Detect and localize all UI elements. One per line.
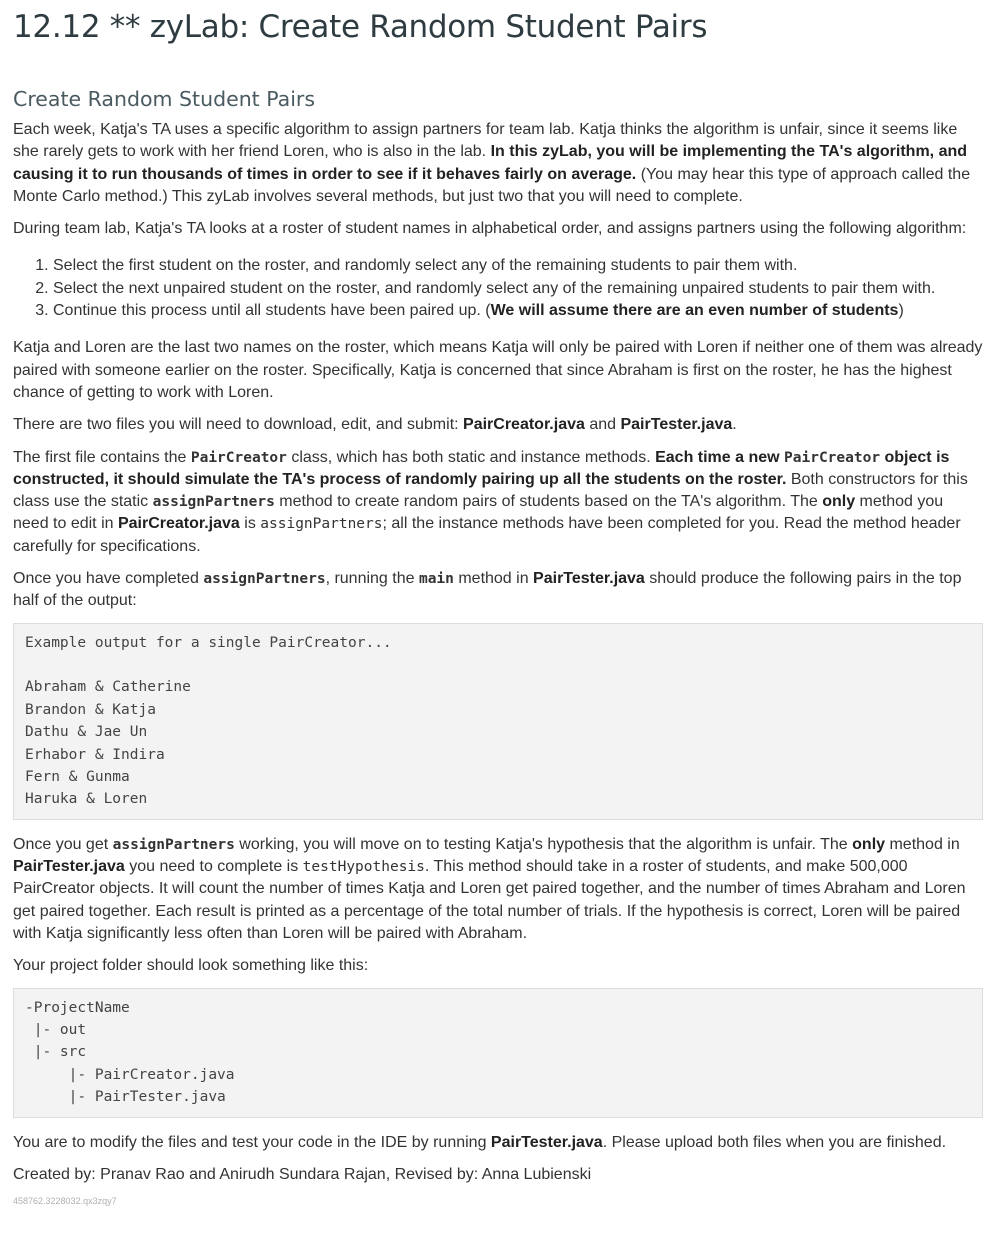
code-inline: main [418, 571, 454, 588]
paircreator-paragraph: The first file contains the PairCreator class, which has both static and instance methods. Each time a new PairCreator object is constructed, it should simulate the TA's process of randomly pairing up all the students on the roster. Both constructors for this class use the static assignPartners method to create random pairs of students based on the TA's algorithm. The only method you need to edit in PairCreator.java is assignPartners; all the instance methods have been completed for you. Read the method header carefully for specifications. [13, 448, 968, 555]
code-inline: testHypothesis [302, 859, 425, 876]
list-item: 2. Select the next unpaired student on the roster, and randomly select any of the remaining unpaired students to pair them with. [53, 278, 983, 300]
code-inline: PairCreator [190, 449, 287, 466]
code-line: Fern & Gunma [25, 768, 130, 785]
file-name: PairTester.java [533, 570, 645, 588]
intro-text-b: (You may hear this type of approach called the Monte Carlo method.) This zyLab involves several methods, but just two that you will need to complete. [13, 165, 971, 205]
project-folder-paragraph: Your project folder should look something like this: [13, 957, 369, 975]
credits: Created by: Pranav Rao and Anirudh Sundara Rajan, Revised by: Anna Lubienski [13, 1165, 592, 1183]
bold-text: only [822, 493, 856, 511]
roster-paragraph: Katja and Loren are the last two names on the roster, which means Katja will only be paired with Loren if neither one of them was already paired with someone earlier on the roster. Specifically, Katja is concerned that since Abraham is first on the roster, he has the highest chance of getting to work with Loren. [13, 339, 983, 401]
code-line: -ProjectName [25, 999, 130, 1016]
code-line: Haruka & Loren [25, 791, 148, 808]
code-inline: assignPartners [203, 571, 326, 588]
code-inline: assignPartners [152, 494, 275, 511]
code-inline: assignPartners [260, 516, 383, 533]
code-line: |- src [25, 1044, 87, 1061]
file-name: PairTester.java [13, 858, 125, 876]
code-line: Dathu & Jae Un [25, 724, 148, 741]
even-students-note: We will assume there are an even number of students [490, 302, 899, 320]
code-inline: assignPartners [112, 836, 235, 853]
file-name: PairTester.java [620, 416, 733, 434]
hypothesis-paragraph: Once you get assignPartners working, you will move on to testing Katja's hypothesis that the algorithm is unfair. The only method in PairTester.java you need to complete is testHypothesis. This method should take in a roster of students, and make 500,000 PairCreator objects. It will count the number of times Katja and Loren get paired together, and the number of times Abraham and Loren get paired together. Each result is printed as a percentage of the total number of trials. If the hypothesis is correct, Loren will be paired with Katja significantly less often than Loren will be paired with Abraham. [13, 835, 966, 942]
bold-text: Each time a new PairCreator object is constructed, it should simulate the TA's process of randomly pairing up all the students on the roster. [13, 448, 950, 488]
code-line: |- PairTester.java [25, 1089, 226, 1106]
algorithm-steps-list [13, 255, 983, 322]
code-line [25, 654, 971, 676]
list-item: 3. Continue this process until all students have been paired up. (We will assume there are an even number of students) [53, 300, 983, 322]
file-name: PairCreator.java [463, 416, 585, 434]
list-item: 1. Select the first student on the roster, and randomly select any of the remaining students to pair them with. [53, 255, 983, 277]
main-method-paragraph: Once you have completed assignPartners, running the main method in PairTester.java should produce the following pairs in the top half of the output: [13, 570, 962, 610]
example-output-block [13, 623, 983, 820]
section-heading: Create Random Student Pairs [13, 87, 316, 111]
code-line: Example output for a single PairCreator... [25, 634, 392, 651]
files-paragraph: There are two files you will need to download, edit, and submit: PairCreator.java and PairTester.java. [13, 416, 737, 434]
code-line: |- PairCreator.java [25, 1066, 235, 1083]
folder-tree-block [13, 988, 983, 1118]
lab-id-tag: 458762.3228032.qx3zqy7 [13, 1196, 117, 1207]
intro-text-a: Each week, Katja's TA uses a specific algorithm to assign partners for team lab. Katja thinks the algorithm is unfair, since it seems like she rarely gets to work with her friend Loren, who is also in the lab. [13, 121, 958, 161]
algorithm-intro-paragraph: During team lab, Katja's TA looks at a roster of student names in alphabetical order, and assigns partners using the following algorithm: [13, 220, 967, 238]
intro-paragraph [13, 119, 983, 208]
submit-paragraph: You are to modify the files and test your code in the IDE by running PairTester.java. Please upload both files when you are finished. [13, 1133, 947, 1151]
file-name: PairCreator.java [117, 515, 240, 533]
file-name: PairTester.java [490, 1133, 603, 1151]
bold-text: only [852, 835, 886, 853]
code-line: Brandon & Katja [25, 701, 156, 718]
code-line: |- out [25, 1021, 87, 1038]
intro-bold-text: In this zyLab, you will be implementing the TA's algorithm, and causing it to run thousands of times in order to see if it behaves fairly on average. [13, 143, 968, 183]
code-line: Erhabor & Indira [25, 746, 165, 763]
code-line: Abraham & Catherine [25, 679, 191, 696]
code-inline: PairCreator [784, 449, 881, 466]
page-title: 12.12 ** zyLab: Create Random Student Pairs [13, 9, 708, 45]
